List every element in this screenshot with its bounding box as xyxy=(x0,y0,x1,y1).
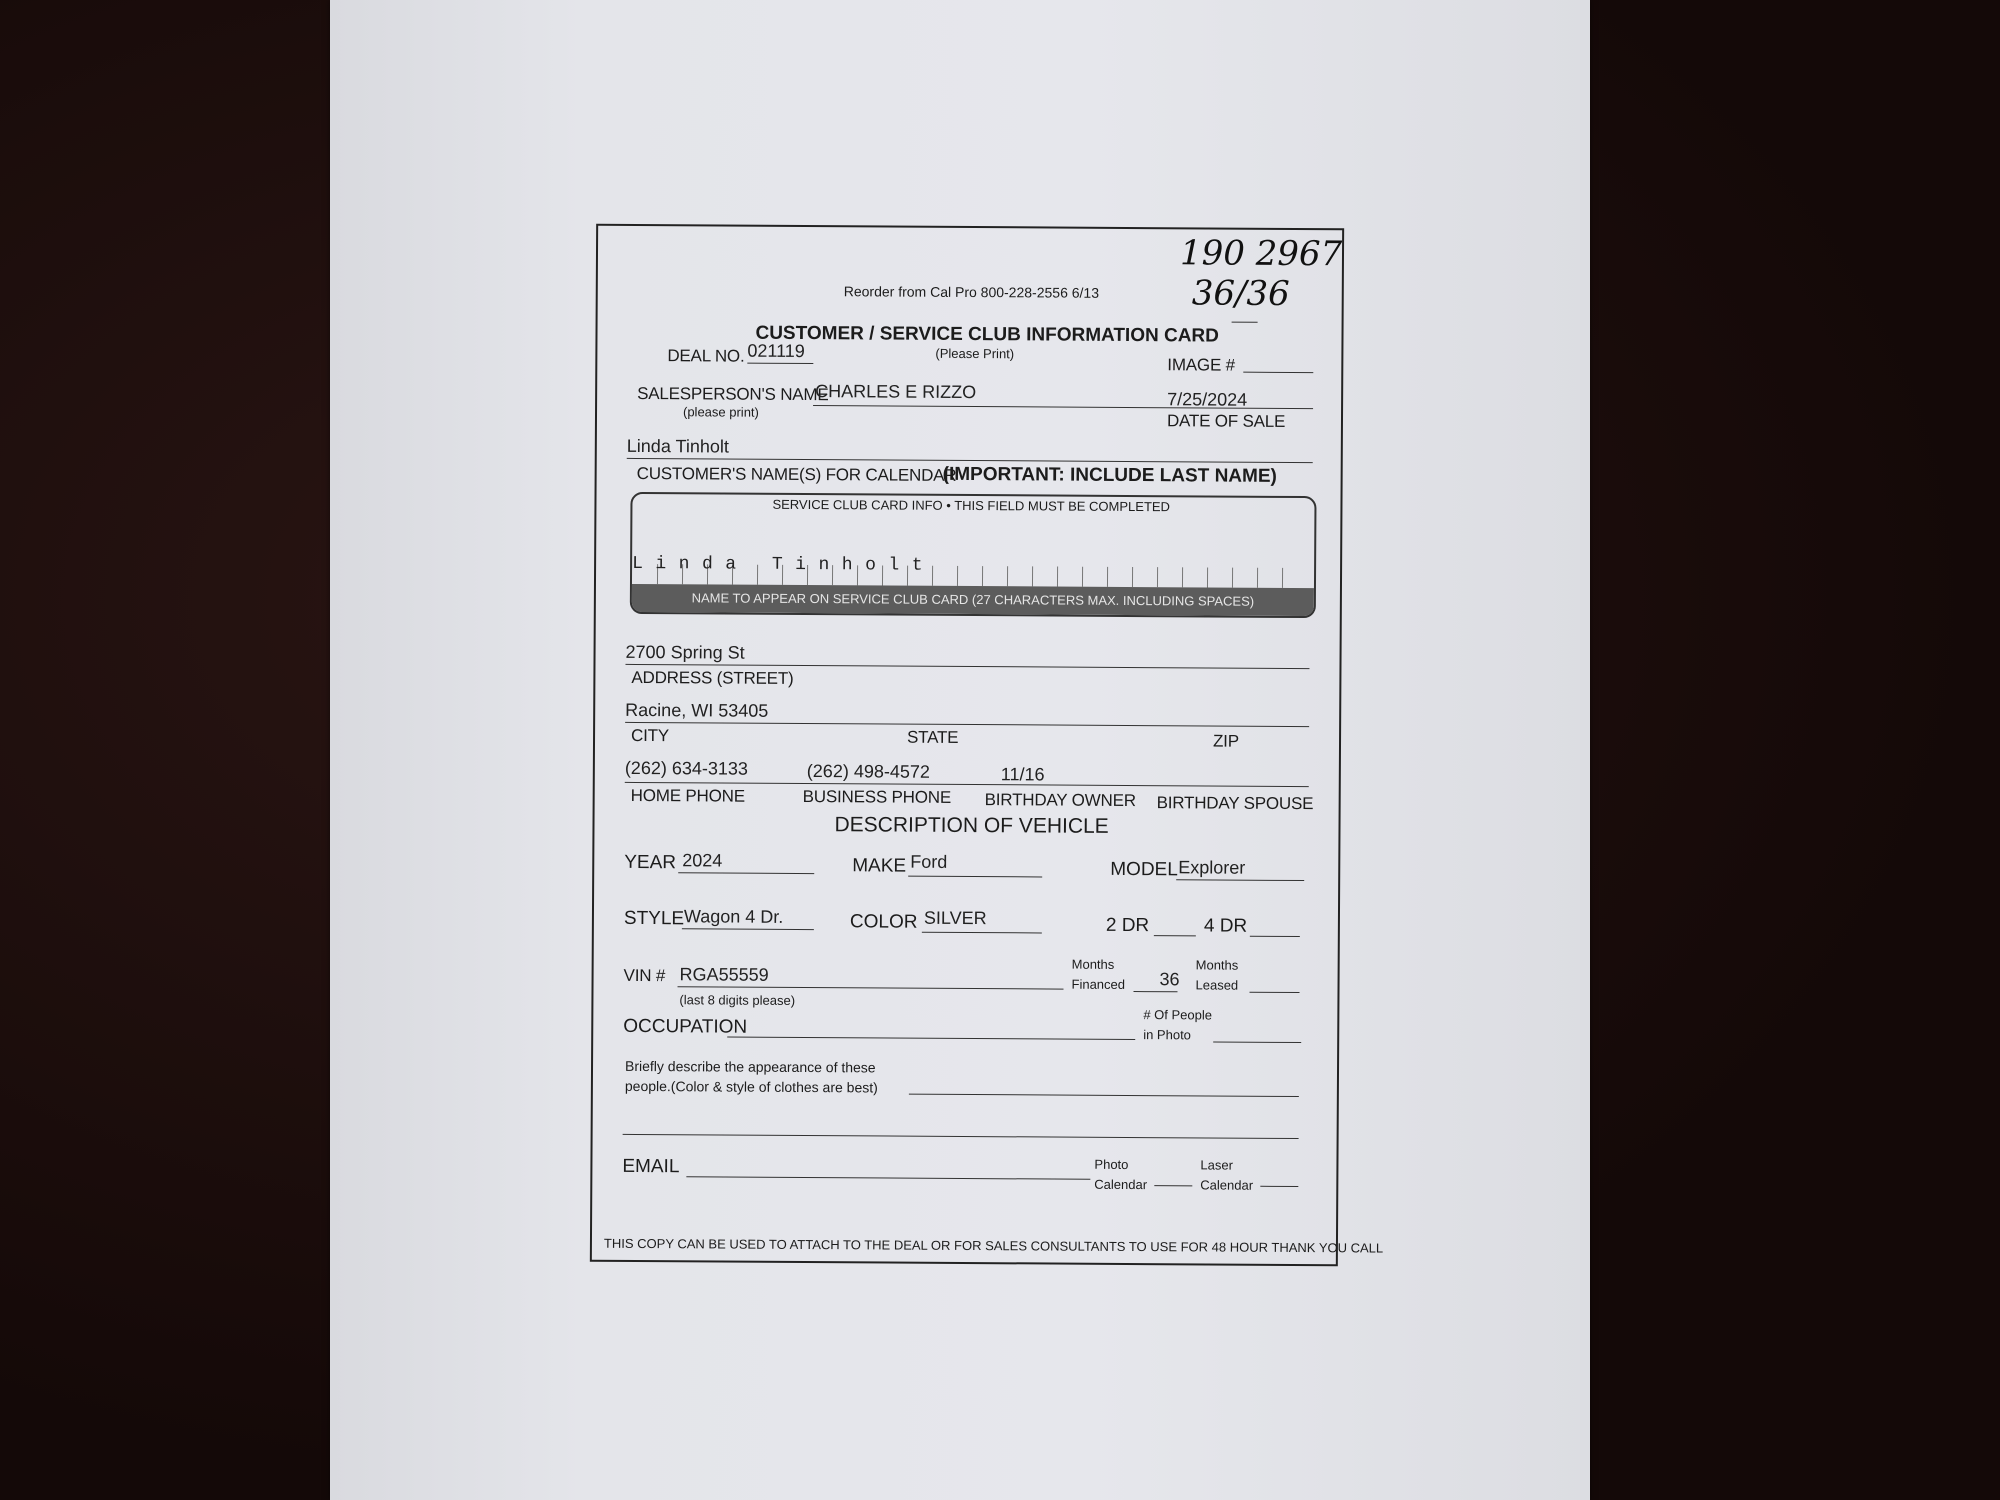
two-door-line xyxy=(1154,935,1196,936)
describe-line-2 xyxy=(623,1134,1299,1139)
months-financed-line xyxy=(1133,991,1177,992)
photo-calendar-line xyxy=(1154,1185,1192,1186)
service-card-name: Linda Tinholt xyxy=(632,553,936,576)
birthday-spouse-label: BIRTHDAY SPOUSE xyxy=(1156,793,1314,814)
year-label: YEAR xyxy=(624,851,677,874)
deal-no-line xyxy=(747,363,813,364)
deal-no-value: 021119 xyxy=(747,340,805,362)
photo-calendar-label-top: Photo xyxy=(1094,1156,1129,1172)
make-line xyxy=(908,876,1042,878)
four-door-line xyxy=(1250,936,1300,937)
service-club-card-box xyxy=(630,492,1317,618)
laser-calendar-label: Calendar xyxy=(1200,1177,1254,1193)
service-card-header: SERVICE CLUB CARD INFO • THIS FIELD MUST BE COMPLETED xyxy=(772,496,1171,515)
customer-name-line xyxy=(627,458,1313,463)
people-in-photo-line xyxy=(1213,1042,1301,1044)
salesperson-sub-label: (please print) xyxy=(682,404,759,420)
service-card-footer: NAME TO APPEAR ON SERVICE CLUB CARD (27 CHARACTERS MAX. INCLUDING SPACES) xyxy=(632,584,1314,616)
city-value: Racine, WI 53405 xyxy=(625,699,769,721)
months-financed-label-top: Months xyxy=(1071,956,1115,972)
months-leased-label: Leased xyxy=(1195,977,1239,993)
street-label: ADDRESS (STREET) xyxy=(631,667,794,688)
style-value: Wagon 4 Dr. xyxy=(683,906,784,927)
months-leased-line xyxy=(1249,992,1299,993)
please-print-note: (Please Print) xyxy=(935,345,1015,362)
vehicle-section-title: DESCRIPTION OF VEHICLE xyxy=(834,813,1109,838)
city-line xyxy=(625,722,1309,727)
email-line xyxy=(686,1176,1090,1179)
model-line xyxy=(1176,879,1304,881)
color-value: SILVER xyxy=(923,907,987,929)
year-line xyxy=(678,872,814,874)
image-label: IMAGE # xyxy=(1167,355,1235,375)
photo-calendar-label: Calendar xyxy=(1094,1176,1148,1193)
handwritten-months: 36/36 xyxy=(1191,273,1290,314)
information-card-form xyxy=(590,224,1384,1267)
customer-name-label: CUSTOMER'S NAME(S) FOR CALENDAR xyxy=(636,463,957,485)
form-footer-note: THIS COPY CAN BE USED TO ATTACH TO THE DEAL OR FOR SALES CONSULTANTS TO USE FOR 48 HOUR THANK YOU CALL xyxy=(603,1235,1384,1256)
people-in-photo-label-2: in Photo xyxy=(1143,1027,1191,1043)
customer-name-important: (IMPORTANT: INCLUDE LAST NAME) xyxy=(942,463,1277,487)
describe-label-1: Briefly describe the appearance of these xyxy=(624,1057,876,1076)
vin-value: RGA55559 xyxy=(679,964,769,985)
model-label: MODEL xyxy=(1110,858,1178,881)
email-label: EMAIL xyxy=(622,1155,680,1178)
months-financed-value: 36 xyxy=(1159,969,1180,990)
two-door-label: 2 DR xyxy=(1105,914,1150,937)
salesperson-label: SALESPERSON'S NAME xyxy=(637,383,829,405)
customer-name-value: Linda Tinholt xyxy=(626,435,729,457)
salesperson-value: CHARLES E RIZZO xyxy=(815,381,977,403)
street-value: 2700 Spring St xyxy=(625,641,745,663)
color-line xyxy=(922,932,1042,934)
home-phone-label: HOME PHONE xyxy=(630,785,745,806)
describe-label-2: people.(Color & style of clothes are best) xyxy=(624,1077,878,1096)
occupation-label: OCCUPATION xyxy=(623,1015,748,1038)
business-phone-value: (262) 498-4572 xyxy=(806,761,930,782)
four-door-label: 4 DR xyxy=(1203,915,1248,937)
occupation-line xyxy=(727,1037,1135,1040)
color-label: COLOR xyxy=(849,911,918,933)
home-phone-value: (262) 634-3133 xyxy=(624,757,749,779)
make-value: Ford xyxy=(910,851,948,872)
vin-note: (last 8 digits please) xyxy=(679,992,796,1008)
months-leased-label-top: Months xyxy=(1195,957,1239,973)
city-label: CITY xyxy=(630,725,670,746)
form-title: CUSTOMER / SERVICE CLUB INFORMATION CARD xyxy=(755,322,1219,347)
zip-label: ZIP xyxy=(1212,731,1239,751)
business-phone-label: BUSINESS PHONE xyxy=(802,786,952,807)
deal-no-label: DEAL NO. xyxy=(667,346,745,366)
months-financed-label: Financed xyxy=(1071,976,1126,992)
handwritten-underline xyxy=(1232,322,1258,323)
reorder-text: Reorder from Cal Pro 800-228-2556 6/13 xyxy=(843,283,1100,301)
laser-calendar-line xyxy=(1260,1186,1298,1187)
people-in-photo-label-1: # Of People xyxy=(1143,1007,1213,1023)
style-line xyxy=(682,928,814,930)
birthday-owner-value: 11/16 xyxy=(1000,764,1045,785)
describe-line-1 xyxy=(909,1094,1299,1097)
make-label: MAKE xyxy=(852,855,907,877)
birthday-owner-label: BIRTHDAY OWNER xyxy=(984,790,1136,811)
style-label: STYLE xyxy=(623,907,685,930)
date-of-sale-label: DATE OF SALE xyxy=(1166,411,1286,431)
image-line xyxy=(1243,372,1313,373)
vin-line xyxy=(678,986,1064,989)
state-label: STATE xyxy=(906,727,959,747)
year-value: 2024 xyxy=(682,850,723,871)
vin-label: VIN # xyxy=(623,965,666,986)
date-of-sale-value: 7/25/2024 xyxy=(1167,389,1248,410)
laser-calendar-label-top: Laser xyxy=(1200,1157,1234,1173)
model-value: Explorer xyxy=(1178,857,1246,878)
handwritten-number: 190 2967 xyxy=(1179,233,1343,275)
